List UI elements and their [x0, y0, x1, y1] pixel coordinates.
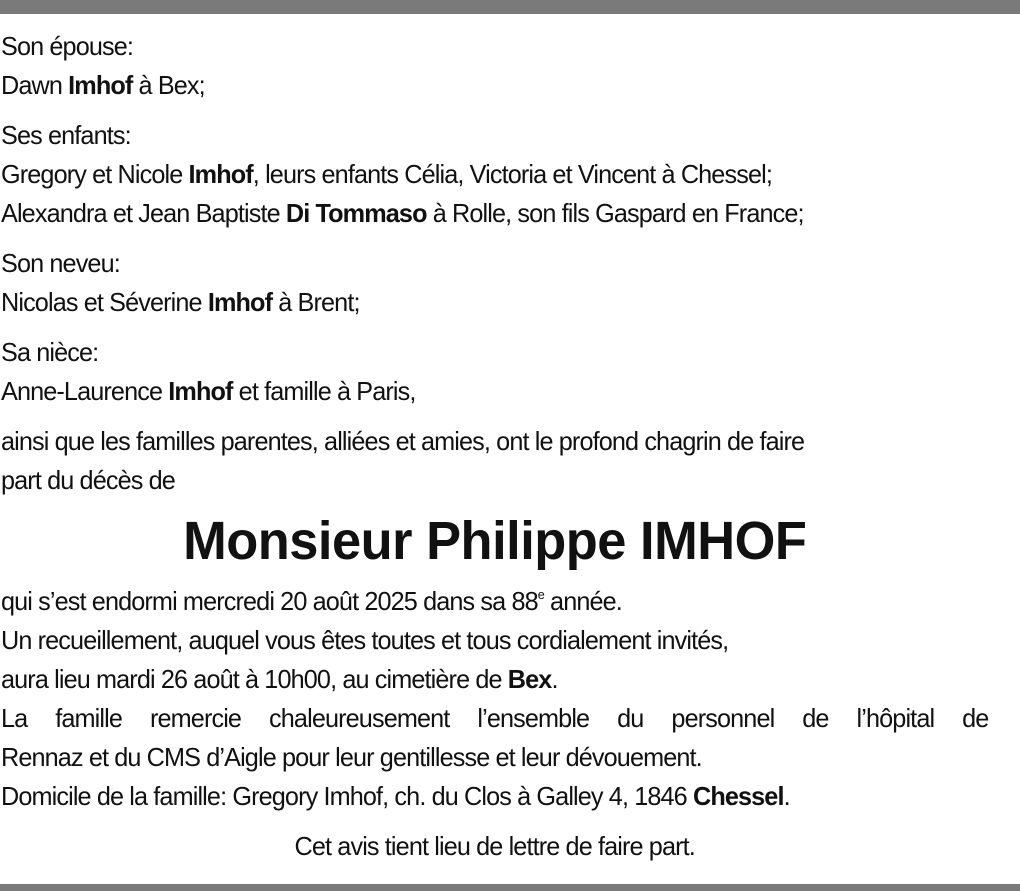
- nephew-rest: à Brent;: [278, 287, 360, 317]
- child-1-names: Gregory et Nicole: [1, 159, 183, 189]
- domicile-town: Chessel: [692, 781, 784, 811]
- top-rule: [0, 0, 1020, 14]
- niece-surname: Imhof: [168, 376, 233, 406]
- child-1-surname: Imhof: [188, 159, 253, 189]
- gathering-line-1: Un recueillement, auquel vous êtes toutes et tous cordialement invités,: [1, 625, 729, 655]
- gathering-line-2: [1, 660, 988, 699]
- details-section: [1, 582, 988, 816]
- spouse-entry: [1, 66, 988, 105]
- closing-note: Cet avis tient lieu de lettre de faire part.: [294, 831, 695, 861]
- spouse-section: [1, 27, 988, 105]
- bottom-rule: [0, 884, 1020, 891]
- announcement-line-1: ainsi que les familles parentes, alliées et amies, ont le profond chagrin de faire: [1, 426, 805, 456]
- thanks-line-1: La famille remercie chaleureusement l’ensemble du personnel de l’hôpital de: [1, 703, 989, 733]
- ordinal-suffix: e: [537, 587, 544, 602]
- death-line: [1, 582, 988, 621]
- spouse-heading: Son épouse:: [1, 31, 134, 61]
- children-entry-1: [1, 155, 988, 194]
- spouse-place: à Bex;: [138, 70, 205, 100]
- nephew-surname: Imhof: [207, 287, 273, 317]
- death-text: qui s’est endormi mercredi 20 août 2025 dans sa 88: [1, 586, 538, 616]
- death-text-end: année.: [543, 586, 622, 616]
- spouse-surname: Imhof: [68, 70, 133, 100]
- spouse-first-name: Dawn: [1, 70, 62, 100]
- announcement-section: [1, 422, 988, 500]
- gathering-text-end: .: [551, 664, 558, 694]
- deceased-name: Monsieur Philippe IMHOF: [183, 511, 807, 571]
- domicile-line: [1, 777, 988, 816]
- child-2-names: Alexandra et Jean Baptiste: [1, 198, 280, 228]
- child-2-surname: Di Tommaso: [285, 198, 427, 228]
- domicile-text: Domicile de la famille: Gregory Imhof, ch. du Clos à Galley 4, 1846: [1, 781, 693, 811]
- gathering-place: Bex: [507, 664, 552, 694]
- niece-heading: Sa nièce:: [1, 337, 99, 367]
- nephew-names: Nicolas et Séverine: [1, 287, 202, 317]
- nephew-heading: Son neveu:: [1, 248, 120, 278]
- niece-name: Anne-Laurence: [1, 376, 163, 406]
- thanks-line-2: Rennaz et du CMS d’Aigle pour leur gentillesse et leur dévouement.: [1, 742, 702, 772]
- gathering-text: aura lieu mardi 26 août à 10h00, au cimetière de: [1, 664, 508, 694]
- nephew-entry: [1, 283, 988, 322]
- niece-entry: [1, 372, 988, 411]
- child-2-rest: à Rolle, son fils Gaspard en France;: [432, 198, 804, 228]
- children-entry-2: [1, 194, 988, 233]
- domicile-text-end: .: [783, 781, 790, 811]
- announcement-line-2: part du décès de: [1, 465, 175, 495]
- niece-section: [1, 333, 988, 411]
- obituary-notice: [1, 27, 988, 866]
- child-1-rest: , leurs enfants Célia, Victoria et Vincent à Chessel;: [252, 159, 772, 189]
- children-heading: Ses enfants:: [1, 120, 131, 150]
- niece-rest: et famille à Paris,: [238, 376, 416, 406]
- children-section: [1, 116, 988, 233]
- nephew-section: [1, 244, 988, 322]
